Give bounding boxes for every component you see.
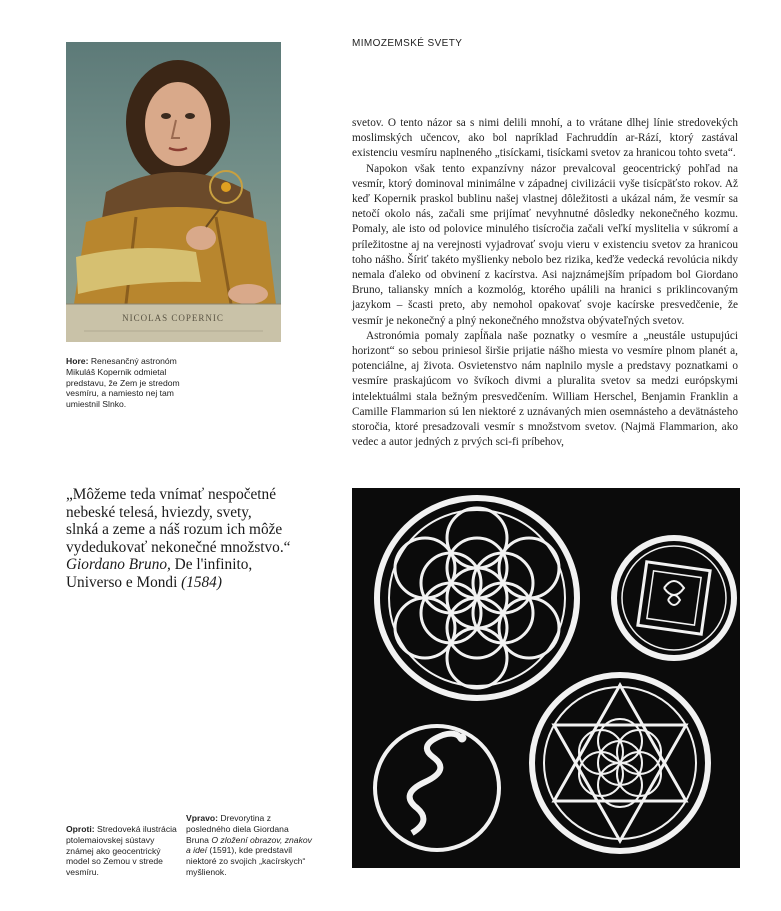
body-text xyxy=(352,116,738,450)
quote-line-2: nebeské telesá, hviezdy, svety, xyxy=(66,503,252,521)
caption-right xyxy=(186,813,312,878)
caption-left-text: Stredoveká ilustrácia ptolemaiovskej sústavy známej ako geocentrický model so Zemou v strede vesmíru. xyxy=(66,824,177,878)
caption-right-text-a: Drevorytina z posledného diela Giordana Bruna xyxy=(186,813,289,845)
caption-left xyxy=(66,824,178,878)
body-paragraph-1: svetov. O tento názor sa s nimi delili mnohí, a to vrátane dlhej línie stredovekých moslimských učencov, ako bol napríklad Fachruddín ar-Rází, ktorý zastával existenciu vesmíru naplneného „tisíckami, tisíckami svetov za hranicou tohto sveta“. xyxy=(352,117,738,160)
caption-top-text: Renesančný astronóm Mikuláš Kopernik odmietal predstavu, že Zem je stredom vesmíru, a namiesto nej tam umiestnil Slnko. xyxy=(66,356,180,410)
section-header: MIMOZEMSKÉ SVETY xyxy=(352,38,463,49)
pull-quote xyxy=(66,486,336,592)
bruno-woodcut xyxy=(352,488,740,868)
caption-right-text-b: (1591), kde predstavil niektoré zo svojich „kacírskych“ myšlienok. xyxy=(186,845,306,877)
quote-line-4: vydedukovať nekonečné množstvo.“ xyxy=(66,538,291,556)
body-paragraph-3: Astronómia pomaly zapĺňala naše poznatky o vesmíre a „neustále ustupujúci horizont“ so sebou priniesol širšie prijatie nášho miesta vo vesmíre plnom planét a, potenciálne, aj života. Osvietenstvo nám naplnilo mysle a predstavy poznatkami o vesmíre praskajúcom vo švíkoch divmi a pluralita svetov sa medzi európskymi intelektuálmi stala bežným presvedčením. William Herschel, Benjamin Franklin a Camille Flammarion sú len niektoré z uznávaných mien osemnásteho a devätnásteho storočia, ktoré presadzovali vesmír s množstvom svetov. (Najmä Flammarion, ako vedec a autor jedných z prvých sci-fi príbehov, xyxy=(352,329,738,449)
quote-work-1: De l'infinito, xyxy=(170,556,253,574)
woodcut-illustration xyxy=(352,488,740,868)
portrait-illustration xyxy=(66,42,281,342)
quote-line-3: slnká a zeme a náš rozum ich môže xyxy=(66,521,283,539)
quote-year: (1584) xyxy=(181,573,222,591)
plaque-text: NICOLAS COPERNIC xyxy=(122,313,224,323)
quote-line-1: „Môžeme teda vnímať nespočetné xyxy=(66,486,276,503)
quote-attribution xyxy=(66,556,336,574)
caption-top-label: Hore: xyxy=(66,356,89,366)
caption-top xyxy=(66,356,192,410)
quote-attribution-2 xyxy=(66,574,336,592)
body-paragraph-2: Napokon však tento expanzívny názor prevalcoval geocentrický pohľad na vesmír, ktorý dominoval minimálne v západnej civilizácii vyše tisícpäťsto rokov. Až keď Kopernik praskol bublinu našej vlastnej dôležitosti a ukázal nám, že vesmír sa netočí okolo nás, začali sme prijímať nevyhnutné dôsledky nekonečného kozmu. Pomaly, ale isto od polovice minulého tisícročia začali veľkí myslitelia v súkromí a príležitostne aj na verejnosti vyjadrovať svoju vieru v existenciu svetov za hranicou toho nášho. Šíriť takéto myšlienky nebolo bez rizika, keďže vedecká revolúcia nikdy nemala ďaleko od obvinení z kacírstva. Asi najznámejším prípadom bol Giordano Bruno, taliansky mních a kozmológ, ktorého upálili na hranici s priklincovaným jazykom – šcasti preto, aby nemohol opakovať svoje kacírske presvedčenie, že vesmír je nekonečný a plný nekonečného množstva obývateľných svetov. xyxy=(352,162,738,327)
caption-left-label: Oproti: xyxy=(66,824,95,834)
caption-right-title: O zložení obrazov, znakov a ideí xyxy=(186,834,312,856)
quote-author: Giordano Bruno, xyxy=(66,556,171,574)
caption-right-label: Vpravo: xyxy=(186,813,218,823)
quote-work-2: Universo e Mondi xyxy=(66,573,182,591)
copernicus-portrait xyxy=(66,42,281,342)
